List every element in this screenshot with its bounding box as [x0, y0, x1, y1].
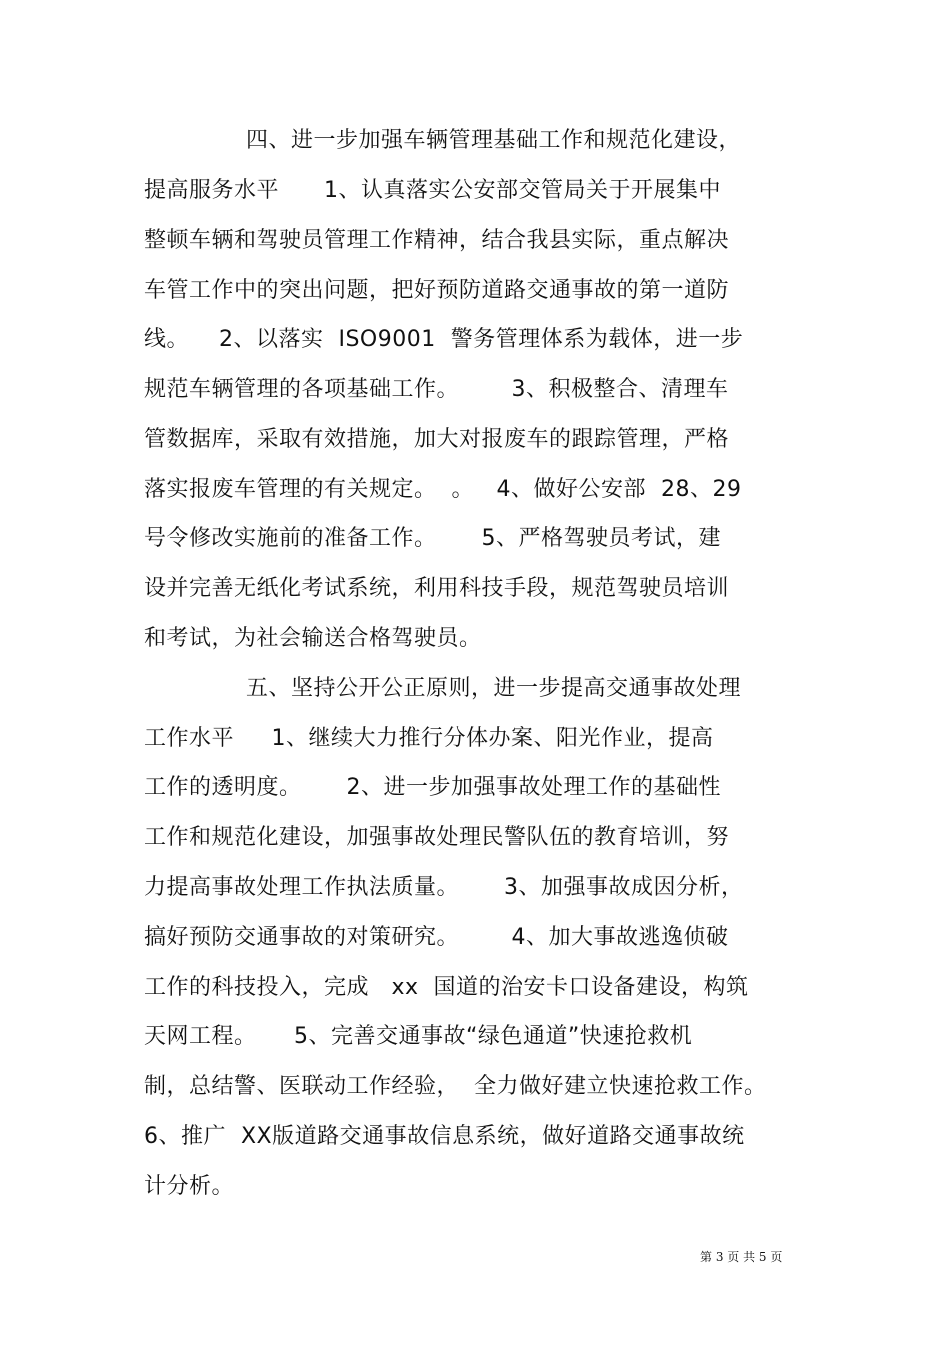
- paragraph-line: 设并完善无纸化考试系统，利用科技手段，规范驾驶员培训: [144, 576, 730, 601]
- paragraph-line: 五、坚持公开公正原则，进一步提高交通事故处理: [246, 676, 742, 701]
- paragraph-line: 工作的科技投入，完成 xx 国道的治安卡口设备建设，构筑: [144, 975, 749, 1000]
- paragraph-line: 搞好预防交通事故的对策研究。 4、加大事故逃逸侦破: [144, 925, 729, 950]
- paragraph-line: 落实报废车管理的有关规定。 。 4、做好公安部 28、29: [144, 477, 742, 502]
- paragraph-line: 和考试，为社会输送合格驾驶员。: [144, 626, 482, 651]
- paragraph-line: 管数据库，采取有效措施，加大对报废车的跟踪管理，严格: [144, 427, 730, 452]
- paragraph-line: 整顿车辆和驾驶员管理工作精神，结合我县实际，重点解决: [144, 228, 730, 253]
- paragraph-line: 工作水平 1、继续大力推行分体办案、阳光作业，提高: [144, 726, 714, 751]
- paragraph-line: 天网工程。 5、完善交通事故“绿色通道”快速抢救机: [144, 1024, 693, 1049]
- paragraph-line: 工作和规范化建设，加强事故处理民警队伍的教育培训，努: [144, 825, 730, 850]
- paragraph-line: 力提高事故处理工作执法质量。 3、加强事故成因分析，: [144, 875, 744, 900]
- paragraph-line: 计分析。: [144, 1174, 235, 1199]
- paragraph-line: 四、进一步加强车辆管理基础工作和规范化建设，: [246, 128, 742, 153]
- paragraph-line: 规范车辆管理的各项基础工作。 3、积极整合、清理车: [144, 377, 729, 402]
- paragraph-line: 号令修改实施前的准备工作。 5、严格驾驶员考试，建: [144, 526, 721, 551]
- paragraph-line: 提高服务水平 1、认真落实公安部交管局关于开展集中: [144, 178, 721, 203]
- paragraph-line: 线。 2、以落实 ISO9001 警务管理体系为载体，进一步: [144, 327, 744, 352]
- paragraph-line: 工作的透明度。 2、进一步加强事故处理工作的基础性: [144, 775, 721, 800]
- page-number-footer: 第 3 页 共 5 页: [700, 1250, 783, 1264]
- paragraph-line: 6、推广 XX版道路交通事故信息系统，做好道路交通事故统: [144, 1124, 745, 1149]
- paragraph-line: 制，总结警、医联动工作经验， 全力做好建立快速抢救工作。: [144, 1074, 767, 1099]
- paragraph-line: 车管工作中的突出问题，把好预防道路交通事故的第一道防: [144, 278, 730, 303]
